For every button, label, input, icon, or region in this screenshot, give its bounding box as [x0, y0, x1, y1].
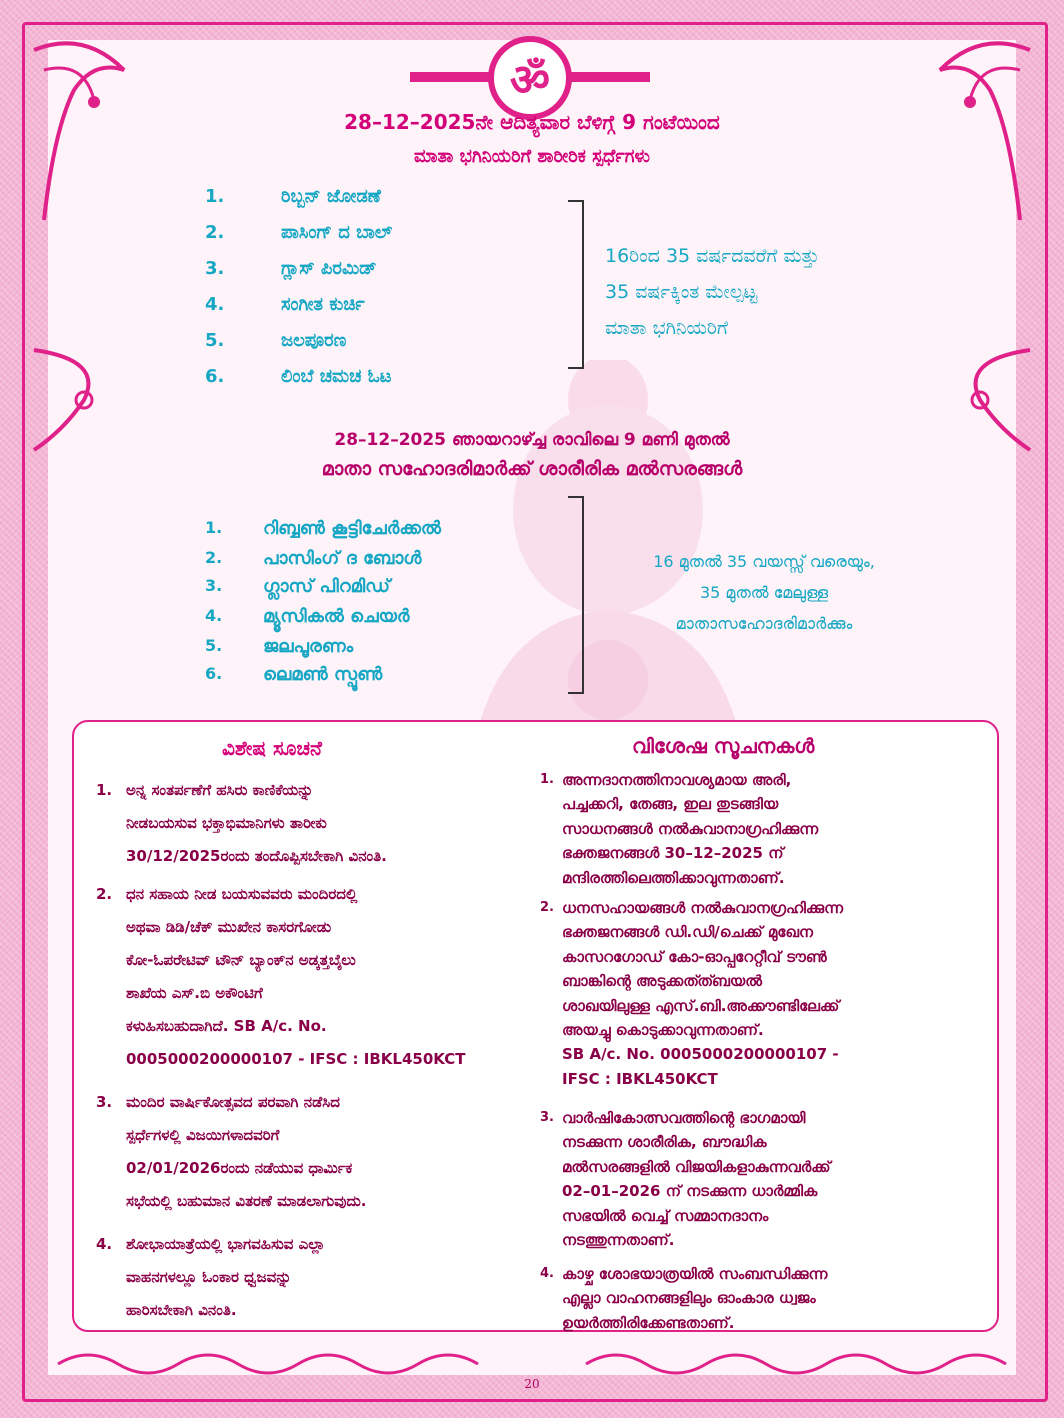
- list-item: 1. ಅನ್ನ ಸಂತರ್ಪಣೆಗೆ ಹಸಿರು ಕಾಣಿಕೆಯನ್ನು ನೀಡಬಯಸುವ ಭಕ್ತಾಭಿಮಾನಿಗಳು ತಾರೀಕು 30/12/2025ರಂದು ತಂದೊಪ್ಪಿಸಬೇಕಾಗಿ ವಿನಂತಿ.: [96, 781, 387, 865]
- eligibility-line: 16ರಿಂದ 35 ವರ್ಷದವರೆಗೆ ಮತ್ತು: [605, 245, 820, 267]
- list-item: 4. കാഴ്ച ശോഭയാത്രയിൽ സംബന്ധിക്കുന്ന എല്ലാ വാഹനങ്ങളിലും ഓംകാര ധ്വജം ഉയർത്തിരിക്കേണ്ടതാണ്.: [540, 1265, 828, 1332]
- kannada-heading-line2: ಮಾತಾ ಭಗಿನಿಯರಿಗೆ ಶಾರೀರಿಕ ಸ್ಪರ್ಧೆಗಳು: [414, 146, 650, 167]
- list-item: 4. ಶೋಭಾಯಾತ್ರೆಯಲ್ಲಿ ಭಾಗವಹಿಸುವ ಎಲ್ಲಾ ವಾಹನಗಳಲ್ಲೂ ಓಂಕಾರ ಧ್ವಜವನ್ನು ಹಾರಿಸಬೇಕಾಗಿ ವಿನಂತಿ.: [96, 1235, 326, 1319]
- om-symbol-icon: ॐ: [488, 36, 572, 120]
- list-item: 2. ധനസഹായങ്ങൾ നൽകുവാനഗ്രഹിക്കുന്ന ഭക്തജനങ്ങൾ ഡി.ഡി/ചെക്ക് മുഖേന കാസറഗോഡ് കോ-ഓപ്പറേറ്റീവ് ടൗൺ ബാങ്കിന്റെ അടുക്കത്ത്ബയൽ ശാഖയിലുള്ള എസ്.ബി.അക്കൗണ്ടിലേക്ക് അയച്ചു കൊടുക്കാവുന്നതാണ്. SB A/c. No. 0005000200000107 - IFSC : IBKL450KCT: [540, 899, 844, 1088]
- list-item: 3. ಮಂದಿರ ವಾರ್ಷಿಕೋತ್ಸವದ ಪರವಾಗಿ ನಡೆಸಿದ ಸ್ಪರ್ಧೆಗಳಲ್ಲಿ ವಿಜಯಿಗಳಾದವರಿಗೆ 02/01/2026ರಂದು ನಡೆಯುವ ಧಾರ್ಮಿಕ ಸಭೆಯಲ್ಲಿ ಬಹುಮಾನ ವಿತರಣೆ ಮಾಡಲಾಗುವುದು.: [96, 1093, 367, 1210]
- kannada-event-list: 1. ರಿಬ್ಬನ್ ಜೋಡಣೆ 2. ಪಾಸಿಂಗ್ ದ ಬಾಲ್ 3. ಗ್ಲಾಸ್ ಪಿರಮಿಡ್ 4. ಸಂಗೀತ ಕುರ್ಚಿ 5. ಜಲಪೂರಣ 6. ಲಿಂಬೆ ಚಮಚ ಓಟ: [205, 186, 393, 387]
- malayalam-notice-title: വിശേഷ സൂചനകൾ: [632, 734, 815, 758]
- eligibility-line: 35 ವರ್ಷಕ್ಕಿಂತ ಮೇಲ್ಪಟ್ಟ: [605, 281, 758, 303]
- kannada-notice-title: ವಿಶೇಷ ಸೂಚನೆ: [222, 736, 322, 760]
- malayalam-heading-line1: 28–12–2025 ഞായറാഴ്ച്ച രാവിലെ 9 മണി മുതൽ: [334, 430, 730, 450]
- kannada-eligibility-note: [605, 238, 819, 346]
- kannada-group-bracket: [568, 200, 584, 369]
- eligibility-line: മാതാസഹോദരിമാർക്കും: [675, 614, 853, 633]
- eligibility-line: ಮಾತಾ ಭಗಿನಿಯರಿಗೆ: [605, 317, 728, 339]
- om-left-flourish: [410, 72, 490, 82]
- kannada-heading-line1: 28–12–2025ನೇ ಆದಿತ್ಯವಾರ ಬೆಳಿಗ್ಗೆ 9 ಗಂಟೆಯಿಂದ: [344, 110, 720, 134]
- eligibility-line: 35 മുതൽ മേലുള്ള: [699, 583, 829, 602]
- list-item: 3. വാർഷികോത്സവത്തിന്റെ ഭാഗമായി നടക്കുന്ന ശാരീരിക, ബൗദ്ധിക മൽസരങ്ങളിൽ വിജയികളാകുന്നവർക്ക് 02–01–2026 ന് നടക്കുന്ന ധാർമ്മിക സഭയിൽ വെച്ച് സമ്മാനദാനം നടത്തുന്നതാണ്.: [540, 1109, 831, 1250]
- malayalam-eligibility-note: [604, 546, 924, 639]
- list-item: 2. ಧನ ಸಹಾಯ ನೀಡ ಬಯಸುವವರು ಮಂದಿರದಲ್ಲಿ ಅಥವಾ ಡಿಡಿ/ಚೆಕ್ ಮುಖೇನ ಕಾಸರಗೋಡು ಕೋ-ಓಪರೇಟಿವ್ ಟೌನ್ ಬ್ಯಾಂಕ್‌ನ ಅಡ್ಕತ್ತಬೈಲು ಶಾಖೆಯ ಎಸ್.ಬಿ ಅಕೌಂಟಿಗೆ ಕಳುಹಿಸಬಹುದಾಗಿದೆ. SB A/c. No. 0005000200000107 - IFSC : IBKL450KCT: [96, 885, 466, 1068]
- eligibility-line: 16 മുതൽ 35 വയസ്സ് വരെയും,: [653, 552, 875, 571]
- malayalam-heading-line2: മാതാ സഹോദരിമാർക്ക് ശാരീരിക മൽസരങ്ങൾ: [321, 458, 743, 480]
- malayalam-event-list: 1. റിബ്ബൺ കൂട്ടിചേർക്കൽ 2. പാസിംഗ് ദ ബോൾ 3. ഗ്ലാസ് പിറമിഡ് 4. മ്യൂസികൽ ചെയർ 5. ജലപൂരണം 6. ലെമൺ സ്പൂൺ: [205, 518, 441, 685]
- list-item: 1. അന്നദാനത്തിനാവശ്യമായ അരി, പച്ചക്കറി, തേങ്ങ, ഇല തുടങ്ങിയ സാധനങ്ങൾ നൽകുവാനാഗ്രഹിക്കുന്ന ഭക്തജനങ്ങൾ 30–12–2025 ന് മന്ദിരത്തിലെത്തിക്കാവുന്നതാണ്.: [540, 771, 819, 887]
- malayalam-group-bracket: [568, 496, 584, 694]
- om-right-flourish: [570, 72, 650, 82]
- bottom-scroll-border: [48, 1346, 1016, 1380]
- page-number: 20: [524, 1377, 540, 1391]
